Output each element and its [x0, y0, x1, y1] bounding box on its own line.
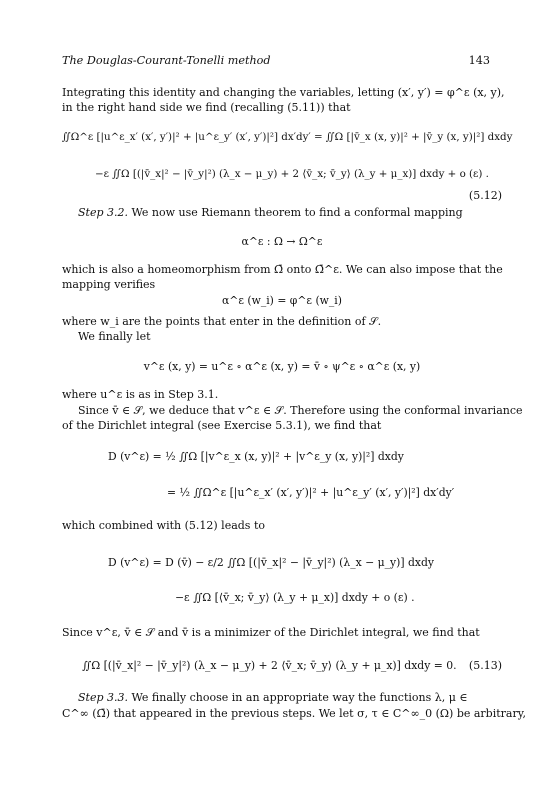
text-line: where u^ε is as in Step 3.1.: [62, 388, 219, 401]
header-title: The Douglas-Courant-Tonelli method: [62, 54, 271, 67]
equation-5-12-line1: ∬Ω^ε [|u^ε_x′ (x′, y′)|² + |u^ε_y′ (x′, y′)|²] dx′dy′ = ∬Ω [|v̄_x (x, y)|² + |v̄_y (x, y)|²] dxdy: [62, 131, 513, 143]
equation-energy-2: −ε ∬Ω [⟨v̄_x; v̄_y⟩ (λ_y + μ_x)] dxdy + o (ε) .: [175, 591, 415, 604]
text-line: where w_i are the points that enter in the definition of 𝒮.: [62, 315, 382, 328]
equation-energy-1: D (v^ε) = D (v̄) − ε/2 ∬Ω [(|v̄_x|² − |v̄_y|²) (λ_x − μ_y)] dxdy: [108, 556, 435, 569]
text-line: in the right hand side we find (recalling (5.11)) that: [62, 101, 351, 114]
equation-wi: α^ε (w_i) = φ^ε (w_i): [222, 294, 342, 307]
text-line: which is also a homeomorphism from Ω̄ onto Ω̄^ε. We can also impose that the: [62, 263, 503, 276]
text-line: Since v^ε, v̄ ∈ 𝒮 and v̄ is a minimizer of the Dirichlet integral, we find that: [62, 626, 480, 639]
step-paragraph: [78, 206, 518, 220]
text-line: which combined with (5.12) leads to: [62, 519, 265, 532]
text-line: mapping verifies: [62, 278, 156, 291]
text-line: Since v̄ ∈ 𝒮, we deduce that v^ε ∈ 𝒮. Therefore using the conformal invariance: [78, 404, 523, 417]
equation-number: (5.12): [468, 189, 502, 202]
equation-5-13: ∬Ω [(|v̄_x|² − |v̄_y|²) (λ_x − μ_y) + 2 ⟨v̄_x; v̄_y⟩ (λ_y + μ_x)] dxdy = 0.: [82, 659, 457, 672]
text-line: of the Dirichlet integral (see Exercise 5.3.1), we find that: [62, 419, 382, 432]
equation-number: (5.13): [468, 659, 502, 672]
equation-v-eps: v^ε (x, y) = u^ε ∘ α^ε (x, y) = v̄ ∘ ψ^ε ∘ α^ε (x, y): [143, 360, 421, 373]
running-header: [62, 54, 490, 67]
text-line: We finally let: [78, 330, 151, 343]
text-line: C^∞ (Ω̄) that appeared in the previous steps. We let σ, τ ∈ C^∞_0 (Ω) be arbitrary,: [62, 707, 526, 720]
step-label: Step 3.3.: [78, 691, 128, 704]
step-text: We finally choose in an appropriate way the functions λ, μ ∈: [128, 691, 468, 704]
equation-dirichlet-1: D (v^ε) = ½ ∬Ω [|v^ε_x (x, y)|² + |v^ε_y (x, y)|²] dxdy: [108, 450, 404, 463]
equation-dirichlet-2: = ½ ∬Ω^ε [|u^ε_x′ (x′, y′)|² + |u^ε_y′ (x′, y′)|²] dx′dy′: [167, 486, 455, 499]
equation-map: α^ε : Ω → Ω^ε: [241, 235, 323, 248]
step-paragraph: [78, 691, 518, 705]
step-text: We now use Riemann theorem to find a conformal mapping: [128, 206, 463, 219]
page-number: 143: [468, 54, 490, 67]
equation-5-12-line2: −ε ∬Ω [(|v̄_x|² − |v̄_y|²) (λ_x − μ_y) + 2 ⟨v̄_x; v̄_y⟩ (λ_y + μ_x)] dxdy + o (ε) .: [95, 168, 489, 180]
step-label: Step 3.2.: [78, 206, 128, 219]
text-line: Integrating this identity and changing the variables, letting (x′, y′) = φ^ε (x, y),: [62, 86, 505, 99]
